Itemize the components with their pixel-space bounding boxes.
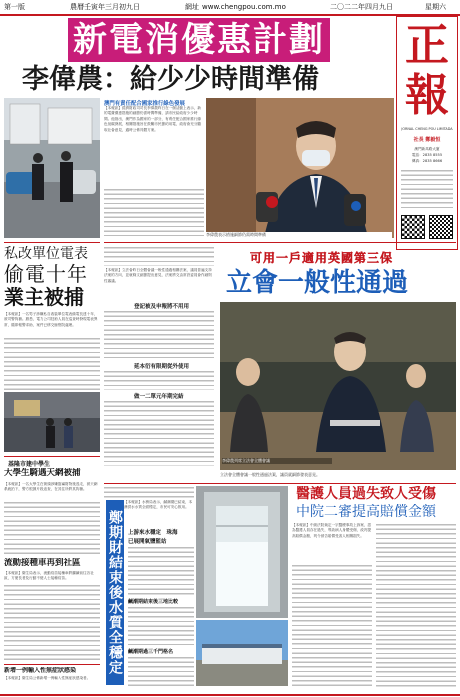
lead-speaker-photo (206, 98, 394, 238)
water-col-1 (128, 546, 194, 596)
legco-sub-1: 登記被及申報將不用用 (134, 304, 190, 310)
water-treatment-photo (196, 486, 288, 618)
website-url[interactable]: www.chengpou.com.mo (202, 3, 286, 11)
page-number: 第一版 (4, 3, 25, 11)
water-treatment-drawing (196, 486, 288, 618)
student-body: 【本報訊】一名大學生在街頭涉嫌盜竊財物後逃走，被天網系統拍下，警方根據片段追查，在其住所將其拘捕。 (4, 482, 98, 492)
medical-col-2 (376, 523, 456, 688)
vaccine-headline: 流動接種車再到社區 (4, 558, 81, 568)
masthead-address-2: 電話：2835 8555 (411, 153, 443, 157)
weekday: 星期六 (425, 3, 446, 11)
water-plant-drawing (196, 620, 288, 686)
lead-body-continued (104, 188, 204, 236)
section-divider (4, 664, 100, 665)
publication-date: 二〇二二年四月九日 (330, 3, 393, 11)
lunar-date: 農曆壬寅年三月初九日 (70, 3, 140, 11)
theft-kicker: 私改單位電表 (4, 246, 88, 262)
lead-banner: 新電消優惠計劃 (68, 18, 330, 62)
masthead-box (396, 16, 458, 250)
theft-headline-line-2: 業主被捕 (4, 285, 84, 309)
vaccine-body-continued (4, 584, 100, 662)
legco-sub-2: 延本衍有限期從外使用 (134, 364, 190, 370)
vaccine-body: 【本報訊】衛生局表示，流動疫苗接種車將繼續前往各社區，方便長者及行動不便人士接種疫苗。 (4, 571, 94, 581)
lead-subhead: 澳門有責任配合國家推行綠色發展 (104, 101, 185, 107)
legco-body-col-3 (104, 370, 214, 390)
legco-photo-caption: 李偉農列席立法會全體會議 (222, 458, 332, 464)
masthead-publisher: 社長 鄭毅恒 (413, 137, 441, 143)
legco-bottom-caption: 立法會全體會議一般性通過法案，議員就細節發表意見。 (220, 472, 320, 477)
legco-kicker: 可用一戶適用英國第三保 (250, 251, 394, 265)
masthead-char-1: 正 (405, 20, 449, 71)
legco-body-col-2 (104, 310, 214, 358)
lead-photo-caption: 李偉農表示措施細節仍需時間準備 (206, 232, 392, 238)
theft-photo (4, 392, 100, 452)
qr-code-icon[interactable] (429, 215, 453, 239)
lead-headline: 李偉農：給少少時間準備 (22, 64, 319, 95)
section-divider (104, 242, 456, 243)
case-body: 【本報訊】衛生局公佈新增一例輸入性無症狀感染者。 (4, 676, 91, 680)
theft-body-continued (4, 337, 100, 392)
theft-body: 【本報訊】一名男子涉嫌私自改裝單位電表偷電長達十年，被司警拘捕。據悉，電力公司技術人員在巡查時發現電表異常，隨即報警求助，案件已移交檢察院處理。 (4, 312, 98, 327)
legco-sub-3: 做一二單元年期完結 (134, 394, 184, 400)
student-headline: 大學生騎遇天網被捕 (4, 468, 81, 478)
legco-body: 【本報訊】立法會昨日全體會議一般性通過相關法案，議員普遍支持法案的方向，並就條文細節提出意見，法案將交由常設委員會作細則性審議。 (104, 268, 212, 283)
masthead-char-2: 報 (405, 70, 449, 121)
speaker-drawing (206, 98, 394, 238)
medical-body: 【本報訊】中級法院裁定一宗醫療事故上訴案，認為醫護人員存在過失，導致病人身體受傷，改判提高賠償金額，判令被告賠償受害人相關損失。 (292, 523, 372, 538)
medical-subhead: 中院二審提高賠償金額 (296, 504, 436, 520)
student-body-continued (4, 501, 100, 554)
lead-body: 【本報訊】經濟財政司司長李偉農昨日在一個活動上表示，新的電費優惠措施的細節仍需時間準備，請市民給政府少少時間。他指出，澳門作為國家的一部分，有責任配合國家推行綠色低碳發展，相關措施旨在鼓勵市民節約用電，政府會充分聽取社會意見，適時公佈具體方案。 (104, 106, 202, 132)
masthead-address-1: 澳門新馬路大廈 (414, 147, 440, 151)
water-vertical-headline: 鄭期財結束後水質全穩定 (106, 500, 124, 685)
qr-code-icon[interactable] (401, 215, 425, 239)
water-col-2 (128, 606, 194, 646)
water-col-3 (128, 656, 194, 688)
street-scene-photo (4, 98, 100, 238)
legco-body-lines-left (104, 246, 214, 266)
case-headline: 新增一例輸入性無症狀感染 (4, 667, 77, 674)
water-sub-2: 已展開氣鹽監站 (128, 539, 167, 545)
theft-scene-drawing (4, 392, 100, 452)
medical-col-1 (292, 564, 372, 688)
legco-headline: 立會一般性通過 (226, 268, 409, 298)
website-label: 網址 (185, 3, 199, 11)
water-body: 【本報訊】水務局表示，鹹潮期已結束，本澳供水水質全面穩定，市民可安心飲用。 (124, 500, 193, 510)
legco-body-col-4 (104, 400, 214, 466)
water-sub-4: 鹹潮期過三千門格名 (128, 649, 174, 655)
masthead-address-3: 傳真：2835 8666 (411, 159, 443, 163)
section-divider (104, 483, 456, 484)
medical-headline: 醫護人員過失致人受傷 (296, 486, 436, 502)
page-header-bar (0, 0, 460, 16)
water-plant-photo (196, 620, 288, 686)
legco-meeting-drawing (220, 302, 456, 470)
water-lines-top (104, 486, 194, 498)
water-sub-1: 上游來水穩定 珠海 (128, 530, 178, 536)
water-sub-3: 鹹潮期結束後三地比較 (128, 599, 179, 605)
section-divider (4, 456, 100, 457)
masthead-english-name: JORNAL CHENG POU LIMITADA (401, 127, 453, 131)
legco-meeting-photo (220, 302, 456, 470)
street-scene-drawing (4, 98, 100, 238)
section-divider (4, 242, 100, 243)
bottom-border (0, 694, 460, 696)
student-kicker: 基隆市建中學生 (8, 461, 51, 468)
theft-headline-line-1: 偷電十年 (4, 263, 88, 285)
masthead-info-lines (401, 169, 453, 209)
